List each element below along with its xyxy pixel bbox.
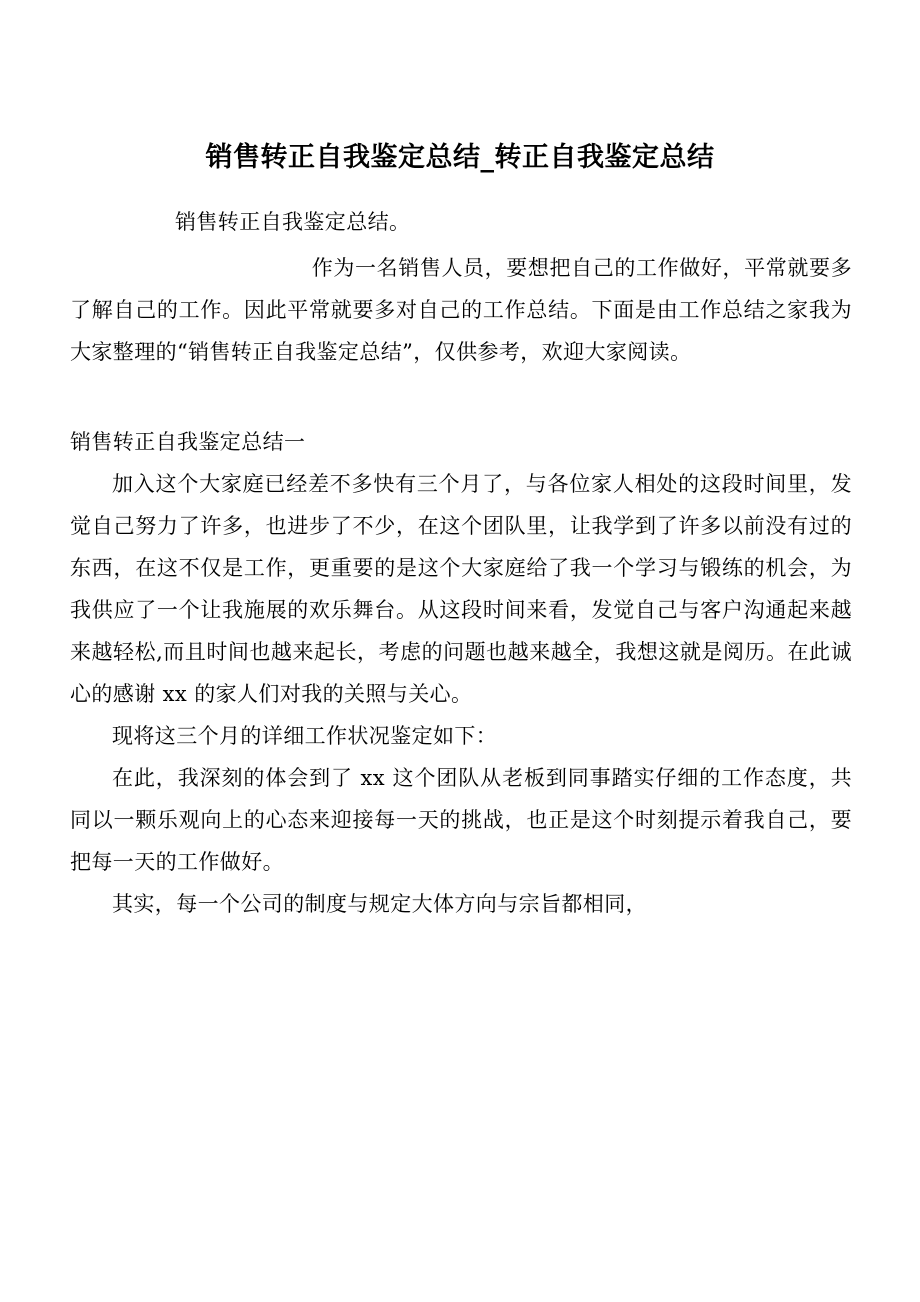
lead-paragraph-text: 作为一名销售人员，要想把自己的工作做好，平常就要多了解自己的工作。因此平常就要多对自己的工作总结。下面是由工作总结之家我为大家整理的“销售转正自我鉴定总结”，仅供参考，欢迎大家阅读。 xyxy=(70,256,852,365)
page-title: 销售转正自我鉴定总结_转正自我鉴定总结 xyxy=(205,142,715,173)
body-paragraph-1: 加入这个大家庭已经差不多快有三个月了，与各位家人相处的这段时间里，发觉自己努力了许多，也进步了不少，在这个团队里，让我学到了许多以前没有过的东西，在这不仅是工作，更重要的是这个大家庭给了我一个学习与锻练的机会，为我供应了一个让我施展的欢乐舞台。从这段时间来看，发觉自己与客户沟通起来越来越轻松,而且时间也越来起长，考虑的问题也越来越全，我想这就是阅历。在此诚心的感谢 xx 的家人们对我的关照与关心。 xyxy=(70,472,852,707)
document-body xyxy=(0,201,920,925)
body-paragraph-3: 在此，我深刻的体会到了 xx 这个团队从老板到同事踏实仔细的工作态度，共同以一颗乐观向上的心态来迎接每一天的挑战，也正是这个时刻提示着我自己，要把每一天的工作做好。 xyxy=(70,766,852,875)
body-paragraph-2: 现将这三个月的详细工作状况鉴定如下： xyxy=(112,724,498,749)
body-paragraph-4: 其实，每一个公司的制度与规定大体方向与宗旨都相同， xyxy=(112,892,647,917)
paragraph-spacer xyxy=(70,373,852,415)
section-heading: 销售转正自我鉴定总结一 xyxy=(70,430,306,455)
lead-paragraph xyxy=(70,247,852,373)
document-subtitle: 销售转正自我鉴定总结。 xyxy=(175,210,411,235)
